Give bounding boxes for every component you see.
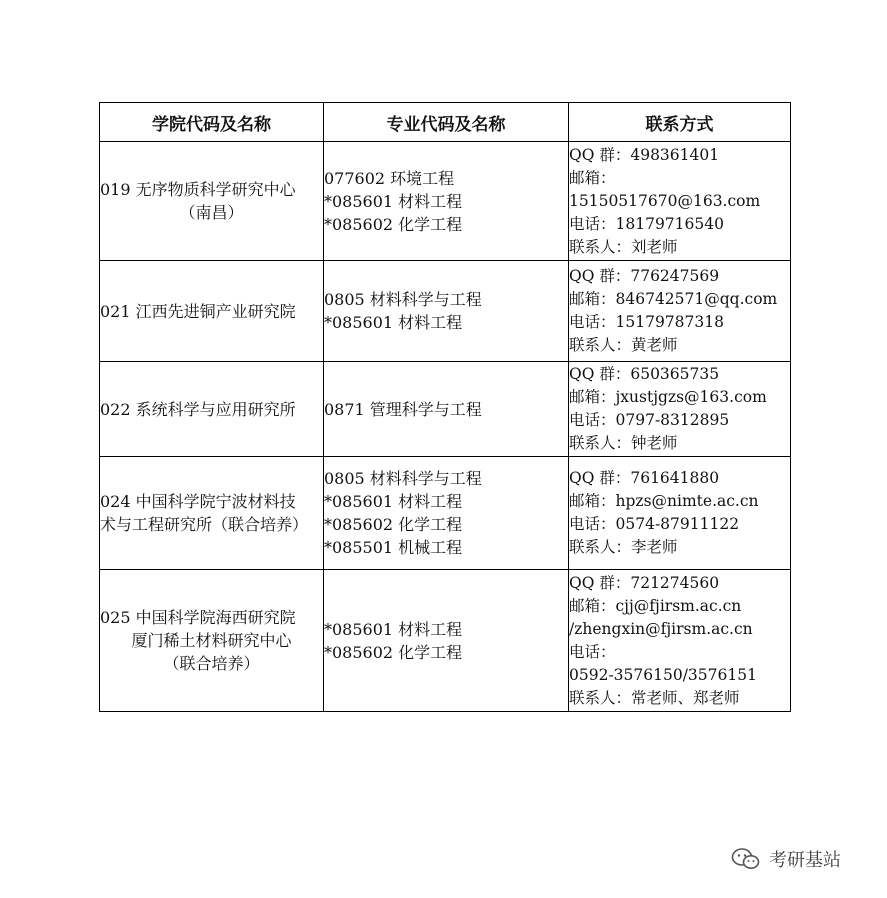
institute-name: 021 江西先进铜产业研究院 [100, 301, 296, 321]
contact-phone: 电话：0574-87911122 [569, 515, 740, 533]
watermark-text: 考研基站 [769, 850, 841, 871]
table-row [100, 362, 791, 457]
institute-name: 022 系统科学与应用研究所 [100, 399, 296, 419]
major-cell [324, 142, 569, 261]
table-row [100, 261, 791, 362]
contact-phone: 0592-3576150/3576151 [569, 665, 757, 684]
contact-qq: QQ 群：650365735 [569, 365, 720, 383]
wechat-icon [731, 847, 761, 871]
program-contact-table [99, 102, 791, 712]
contact-email: 15150517670@163.com [569, 191, 761, 210]
institute-cell [100, 570, 324, 712]
major-item: *085602 化学工程 [324, 214, 463, 234]
table-row [100, 142, 791, 261]
contact-email: 邮箱：jxustjgzs@163.com [569, 388, 767, 406]
major-item: *085501 机械工程 [324, 538, 463, 557]
institute-note: （联合培养） [163, 654, 260, 673]
major-item: 0805 材料科学与工程 [324, 290, 482, 309]
contact-phone-label: 电话： [569, 642, 616, 661]
institute-name: 025 中国科学院海西研究院 [100, 608, 296, 627]
contact-person: 联系人：钟老师 [569, 434, 678, 452]
contact-cell [569, 362, 791, 457]
institute-name: 024 中国科学院宁波材料技 [100, 492, 296, 511]
contact-email-label: 邮箱： [569, 168, 616, 187]
institute-cell [100, 142, 324, 261]
table-row [100, 457, 791, 570]
contact-phone: 电话：0797-8312895 [569, 411, 730, 429]
major-item: *085601 材料工程 [324, 191, 463, 211]
major-item: *085601 材料工程 [324, 313, 463, 332]
major-item: 077602 环境工程 [324, 168, 455, 188]
major-cell [324, 261, 569, 362]
contact-cell [569, 142, 791, 261]
major-cell [324, 362, 569, 457]
major-item: 0871 管理科学与工程 [324, 399, 482, 419]
table-row [100, 570, 791, 712]
institute-name: 019 无序物质科学研究中心 [100, 180, 296, 199]
major-item: 0805 材料科学与工程 [324, 469, 482, 488]
major-item: *085602 化学工程 [324, 515, 463, 534]
major-item: *085601 材料工程 [324, 492, 463, 511]
major-cell [324, 570, 569, 712]
watermark [731, 846, 841, 872]
header-institute: 学院代码及名称 [100, 103, 324, 142]
major-item: *085601 材料工程 [324, 619, 463, 639]
institute-cell [100, 362, 324, 457]
major-item: *085602 化学工程 [324, 642, 463, 662]
header-contact: 联系方式 [569, 103, 791, 142]
contact-qq: QQ 群：761641880 [569, 469, 720, 487]
contact-email: 邮箱：hpzs@nimte.ac.cn [569, 492, 759, 510]
contact-phone: 电话：18179716540 [569, 214, 724, 233]
institute-name-cont: 厦门稀土材料研究中心 [131, 631, 292, 650]
contact-qq: QQ 群：776247569 [569, 267, 720, 285]
contact-email: 邮箱：846742571@qq.com [569, 290, 778, 308]
contact-email-2: /zhengxin@fjirsm.ac.cn [569, 619, 753, 638]
contact-cell [569, 457, 791, 570]
institute-name-cont: 术与工程研究所（联合培养） [100, 515, 309, 534]
contact-person: 联系人：刘老师 [569, 237, 678, 256]
contact-person: 联系人：常老师、郑老师 [569, 688, 740, 707]
header-major: 专业代码及名称 [324, 103, 569, 142]
contact-phone: 电话：15179787318 [569, 313, 724, 331]
contact-person: 联系人：李老师 [569, 538, 678, 556]
contact-qq: QQ 群：721274560 [569, 573, 720, 592]
major-cell [324, 457, 569, 570]
table-header-row [100, 103, 791, 142]
institute-cell [100, 261, 324, 362]
contact-qq: QQ 群：498361401 [569, 145, 720, 164]
institute-location: （南昌） [179, 203, 244, 222]
contact-person: 联系人：黄老师 [569, 336, 678, 354]
contact-email: 邮箱：cjj@fjirsm.ac.cn [569, 596, 742, 615]
institute-cell [100, 457, 324, 570]
contact-cell [569, 570, 791, 712]
contact-cell [569, 261, 791, 362]
